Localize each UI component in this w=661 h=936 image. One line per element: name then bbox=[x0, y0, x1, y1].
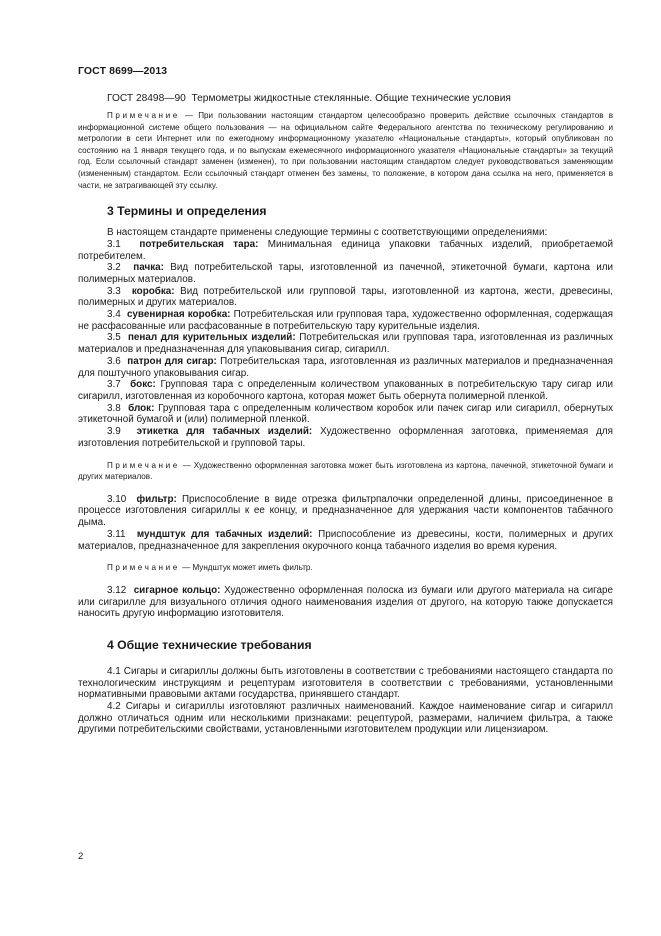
term-name: потребительская тара: bbox=[139, 238, 259, 250]
term-entry: 3.6 патрон для сигар: Потребительская тара, изготовленная из различных материалов и предназначенная для поштучного упаковывания сигар. bbox=[78, 355, 613, 379]
reference-code: ГОСТ 28498—90 bbox=[107, 93, 186, 104]
note-text: — При пользовании настоящим стандартом целесообразно проверить действие ссылочных стандартов в информационной системе общего пользования — на официальном сайте Федерального агентства по техническому регулированию и метрологии в сети Интернет или по ежегодному информационному указателю «Национальные стандарты», который опубликован по состоянию на 1 января текущего года, и по выпускам ежемесячного информационного указателя «Национальные стандарты» за текущий год. Если ссылочный стандарт заменен (изменен), то при пользовании настоящим стандартом следует руководствоваться заменяющим (измененным) стандартом. Если ссылочный стандарт отменен без замены, то положение, в котором дана ссылка на него, применяется в части, не затрагивающей эту ссылку. bbox=[78, 111, 613, 190]
term-entry: 3.12 сигарное кольцо: Художественно оформленная полоска из бумаги или другого материала на сигаре или сигарилле для визуального отличия одного наименования изделия от другого, на которую также допускается наносить другую информацию изготовителя. bbox=[78, 584, 614, 620]
term-definition: Групповая тара с определенным количеством упакованных в потребительскую тару сигар или сигарилл, изготовленная из коробочного картона, которая может быть обернута полимерной пленкой. bbox=[78, 379, 613, 402]
note-label: Примечание bbox=[107, 563, 180, 573]
page-number: 2 bbox=[78, 851, 84, 862]
term-entry: 3.11 мундштук для табачных изделий: Приспособление из древесины, кости, полимерных и других материалов, предназначенное для закрепления окурочного конца табачного изделия во время курения. bbox=[78, 528, 614, 552]
term-definition: Приспособление в виде отрезка фильтрпалочки определенной длины, присоединенное в процессе изготовления сигариллы к ее концу, и предназначенное для удержания части компонентов табачного дыма. bbox=[78, 493, 613, 529]
term-definition: Потребительская или групповая тара, изготовленная из различных материалов и предназначенная для упаковывания сигар, сигарилл. bbox=[78, 332, 614, 356]
term-name: этикетка для табачных изделий: bbox=[136, 426, 313, 438]
term-definition: Вид потребительской тары, изготовленной из пачечной, этикеточной бумаги, картона или полимерных материалов. bbox=[78, 262, 613, 285]
term-definition: Групповая тара с определенным количеством коробок или пачек сигар или сигарилл, обернутых этикеточной бумагой и (или) полимерной пленкой. bbox=[78, 402, 614, 426]
term-entry: 3.2 пачка: Вид потребительской тары, изготовленной из пачечной, этикеточной бумаги, картона или полимерных материалов. bbox=[78, 262, 613, 285]
section-3-intro: В настоящем стандарте применены следующие термины с соответствующими определениями: bbox=[107, 227, 548, 239]
term-name: бокс: bbox=[130, 379, 156, 391]
document-header: ГОСТ 8699—2013 bbox=[78, 65, 168, 77]
term-definition: Потребительская или групповая тара, художественно оформленная, содержащая не расфасованные или расфасованные в потребительскую тару курительные изделия. bbox=[78, 309, 613, 332]
term-entry: 3.9 этикетка для табачных изделий: Художественно оформленная заготовка, применяемая для изготовления потребительской и групповой тары. bbox=[78, 426, 614, 449]
term-definition: Потребительская тара, изготовленная из различных материалов и предназначенная для поштучного упаковывания сигар. bbox=[78, 355, 613, 379]
term-name: пачка: bbox=[133, 262, 164, 274]
term-name: сувенирная коробка: bbox=[126, 309, 231, 321]
term-name: патрон для сигар: bbox=[127, 355, 217, 367]
term-entry: 3.8 блок: Групповая тара с определенным количеством коробок или пачек сигар или сигарилл, обернутых этикеточной бумагой и (или) полимерной пленкой. bbox=[78, 402, 614, 426]
reference-title: Термометры жидкостные стеклянные. Общие технические условия bbox=[191, 93, 511, 104]
note-label: Примечание bbox=[107, 111, 180, 120]
term-note bbox=[78, 562, 613, 574]
term-entry: 3.10 фильтр: Приспособление в виде отрезка фильтрпалочки определенной длины, присоединенное в процессе изготовления сигариллы к ее концу, и предназначенное для удержания части компонентов табачного дыма. bbox=[78, 493, 613, 529]
normative-reference bbox=[78, 92, 613, 106]
term-name: сигарное кольцо: bbox=[133, 584, 221, 596]
requirement-paragraph: 4.2 Сигары и сигариллы изготовляют различных наименований. Каждое наименование сигар и сигарилл должно отличаться одним или несколькими признаками: рецептурой, размерами, наличием фильтра, а также другими потребительскими свойствами, установленными изготовителем продукции или лицензиаром. bbox=[78, 701, 613, 736]
term-name: фильтр: bbox=[136, 493, 177, 505]
term-definition: Приспособление из древесины, кости, полимерных и других материалов, предназначенное для закрепления окурочного конца табачного изделия во время курения. bbox=[78, 528, 614, 552]
section-4-title: 4 Общие технические требования bbox=[107, 637, 312, 652]
term-entry: 3.3 коробка: Вид потребительской или групповой тары, изготовленной из картона, жести, древесины, полимерных и других материалов. bbox=[78, 285, 613, 309]
reference-note bbox=[78, 110, 613, 191]
page-content bbox=[78, 92, 613, 736]
term-definition: Минимальная единица упаковки табачных изделий, приобретаемой потребителем. bbox=[78, 238, 613, 262]
section-3-title: 3 Термины и определения bbox=[107, 204, 267, 219]
term-entry: 3.1 потребительская тара: Минимальная единица упаковки табачных изделий, приобретаемой потребителем. bbox=[78, 238, 613, 262]
note-text: — Художественно оформленная заготовка может быть изготовлена из картона, пачечной, этикеточной бумаги и других материалов. bbox=[78, 460, 614, 482]
term-entry: 3.7 бокс: Групповая тара с определенным количеством упакованных в потребительскую тару сигар или сигарилл, изготовленная из коробочного картона, которая может быть обернута полимерной пленкой. bbox=[78, 379, 613, 402]
term-entry: 3.5 пенал для курительных изделий: Потребительская или групповая тара, изготовленная из различных материалов и предназначенная для упаковывания сигар, сигарилл. bbox=[78, 332, 614, 356]
term-name: мундштук для табачных изделий: bbox=[136, 528, 313, 540]
term-definition: Художественно оформленная заготовка, применяемая для изготовления потребительской и групповой тары. bbox=[78, 426, 614, 449]
term-definition: Вид потребительской или групповой тары, изготовленной из картона, жести, древесины, полимерных и других материалов. bbox=[78, 285, 613, 309]
requirement-paragraph: 4.1 Сигары и сигариллы должны быть изготовлены в соответствии с требованиями настоящего стандарта по технологическим инструкциям и рецептурам изготовителя в соответствии с требованиями, установленными нормативными правовыми актами государства, принявшего стандарт. bbox=[78, 665, 613, 701]
term-entry: 3.4 сувенирная коробка: Потребительская или групповая тара, художественно оформленная, содержащая не расфасованные или расфасованные в потребительскую тару курительные изделия. bbox=[78, 309, 613, 332]
note-text: — Мундштук может иметь фильтр. bbox=[182, 563, 313, 573]
term-note bbox=[78, 460, 613, 483]
term-name: блок: bbox=[128, 402, 155, 414]
term-name: пенал для курительных изделий: bbox=[127, 332, 296, 344]
term-definition: Художественно оформленная полоска из бумаги или другого материала на сигаре или сигарилле для визуального отличия одного наименования изделия от другого, на которую также допускается наносить другую информацию изготовителя. bbox=[78, 584, 614, 620]
term-name: коробка: bbox=[131, 285, 175, 297]
note-label: Примечание bbox=[107, 460, 180, 470]
